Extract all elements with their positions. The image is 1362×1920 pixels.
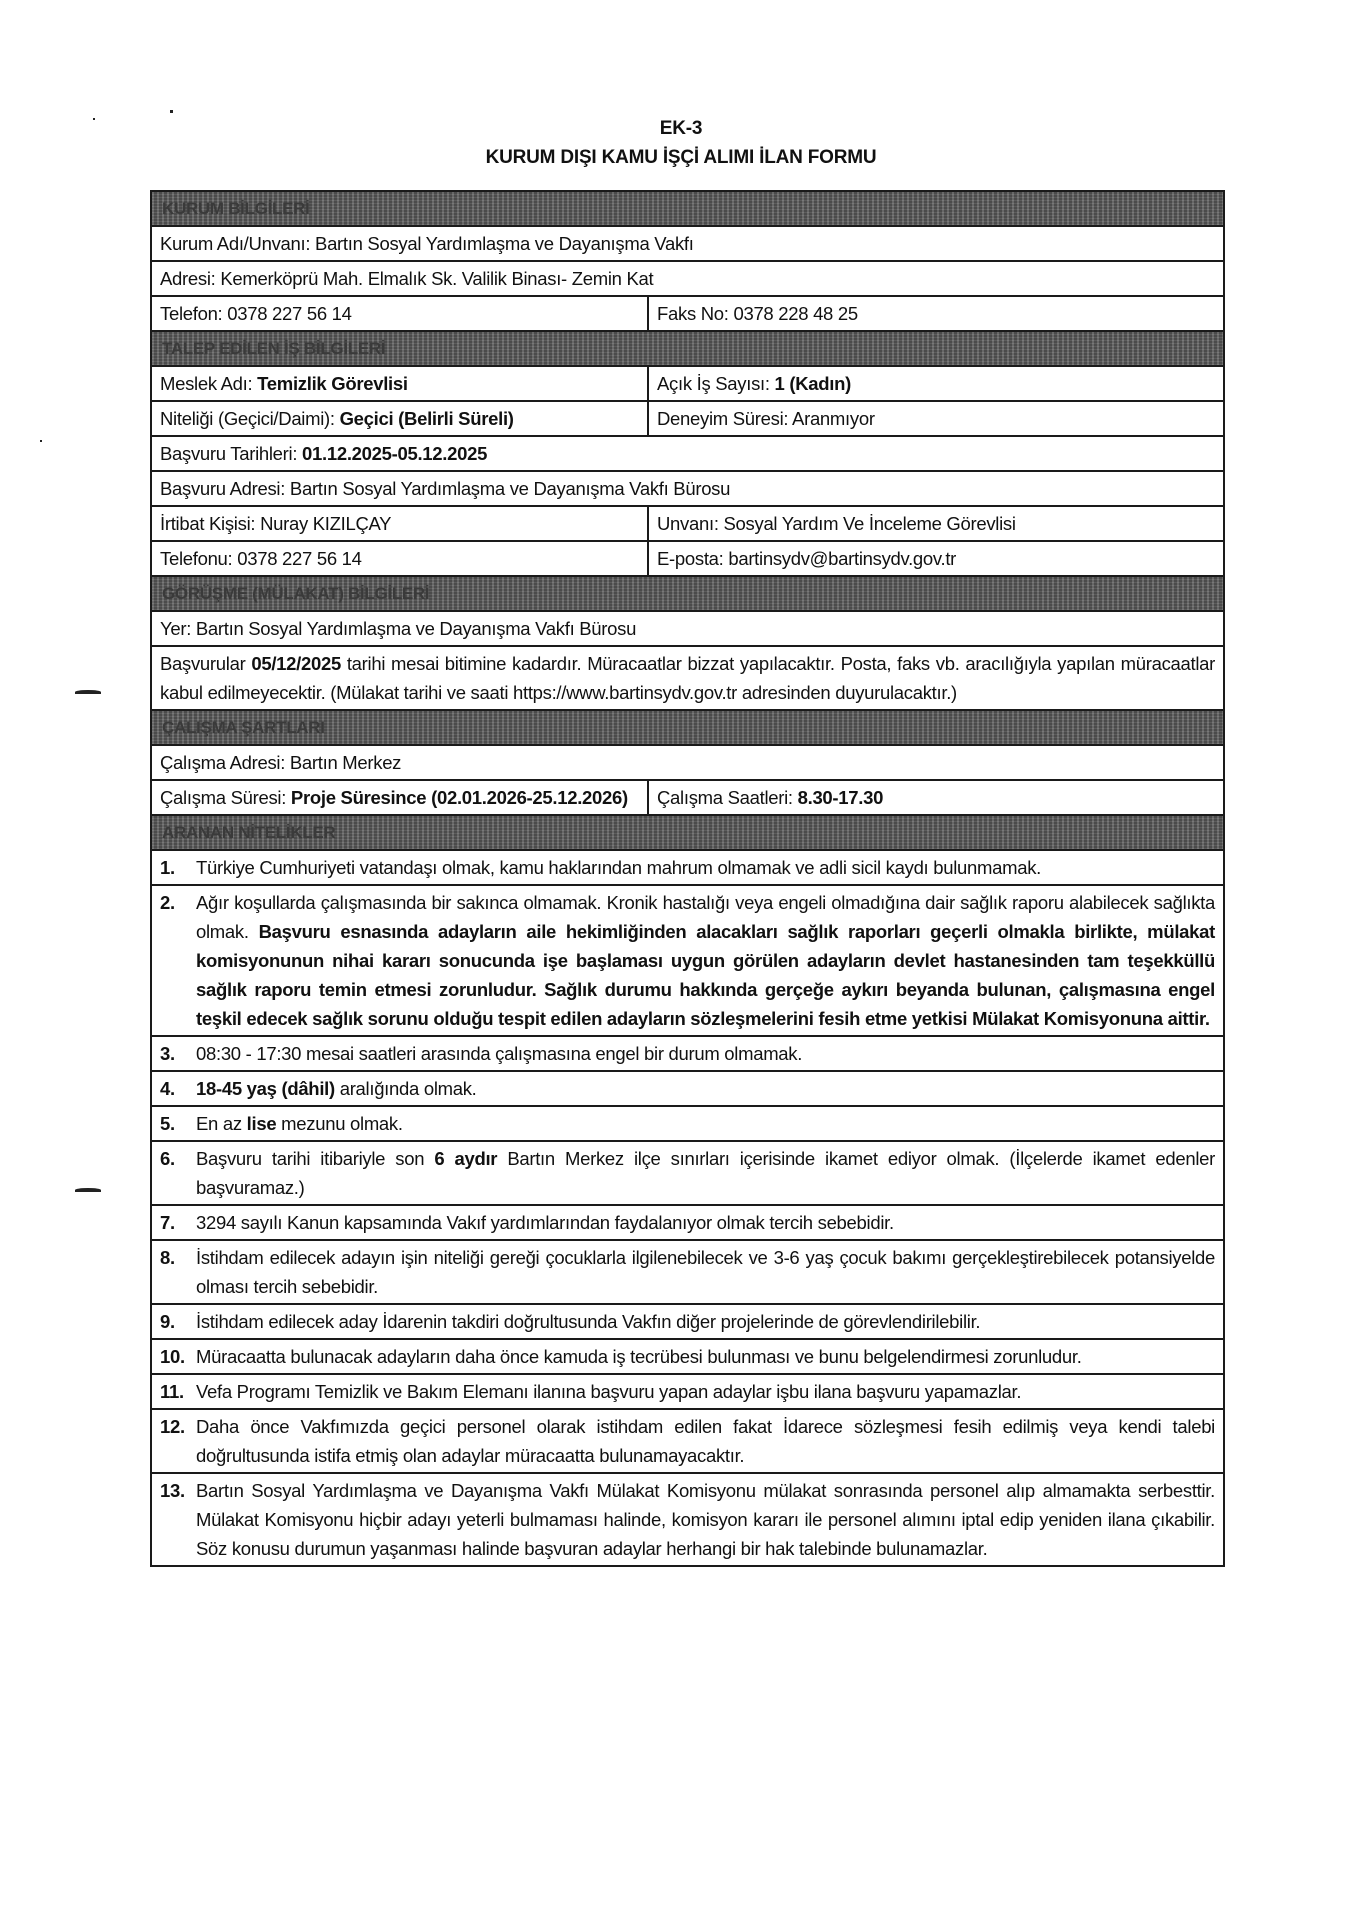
requirement-number: 12.	[160, 1416, 185, 1437]
job-title: Meslek Adı: Temizlik Görevlisi	[151, 366, 648, 401]
requirement-row	[151, 1036, 1224, 1071]
website-link[interactable]: https://www.bartinsydv.gov.tr	[512, 682, 737, 703]
requirement-item	[151, 1339, 1224, 1374]
requirement-row	[151, 1304, 1224, 1339]
section-header-job: TALEP EDİLEN İŞ BİLGİLERİ	[151, 331, 1224, 366]
requirement-number: 4.	[160, 1078, 175, 1099]
requirement-text: En az lise mezunu olmak.	[196, 1113, 403, 1134]
requirement-text: Müracaatta bulunacak adayların daha önce kamuda iş tecrübesi bulunması ve bunu belgelendirmesi zorunludur.	[196, 1346, 1082, 1367]
open-positions: Açık İş Sayısı: 1 (Kadın)	[648, 366, 1224, 401]
contact-title: Unvanı: Sosyal Yardım Ve İnceleme Görevlisi	[648, 506, 1224, 541]
requirement-text: Ağır koşullarda çalışmasında bir sakınca olmamak. Kronik hastalığı veya engeli olmadığına dair sağlık raporu alabilecek sağlıkta olmak. Başvuru esnasında adayların aile hekimliğinden alacakları sağlık raporları geçerli olmakla birlikte, mülakat komisyonunun nihai kararı sonucunda işe başlaması uygun görülen adayların devlet hastanesinden tam teşekküllü sağlık raporu temin etmesi zorunludur. Sağlık durumu hakkında gerçeğe aykırı beyanda bulunan, çalışmasına engel teşkil edecek sağlık sorunu olduğu tespit edilen adayların sözleşmelerini fesih etme yetkisi Mülakat Komisyonuna aittir.	[196, 892, 1215, 1029]
requirement-item	[151, 850, 1224, 885]
requirement-row	[151, 1141, 1224, 1205]
requirement-item	[151, 1205, 1224, 1240]
requirement-row	[151, 885, 1224, 1036]
requirement-item	[151, 885, 1224, 1036]
punch-hole-mark	[75, 1188, 101, 1192]
requirement-text: Bartın Sosyal Yardımlaşma ve Dayanışma Vakfı Mülakat Komisyonu mülakat sonrasında personel alıp almamakta serbesttir. Mülakat Komisyonu hiçbir adayı yeterli bulmaması halinde, komisyon kararı ile personel alımını iptal edip yeniden ilana çıkabilir. Söz konusu durumun yaşanması halinde başvuran adaylar herhangi bir hak talebinde bulunamazlar.	[196, 1480, 1215, 1559]
requirement-row	[151, 1071, 1224, 1106]
requirement-row	[151, 1240, 1224, 1304]
job-posting-form	[150, 190, 1225, 1567]
requirement-number: 11.	[160, 1381, 184, 1402]
requirement-number: 7.	[160, 1212, 175, 1233]
requirement-text: 3294 sayılı Kanun kapsamında Vakıf yardımlarından faydalanıyor olmak tercih sebebidir.	[196, 1212, 894, 1233]
job-nature: Niteliği (Geçici/Daimi): Geçici (Belirli Süreli)	[151, 401, 648, 436]
requirement-number: 3.	[160, 1043, 175, 1064]
requirement-text: 08:30 - 17:30 mesai saatleri arasında çalışmasına engel bir durum olmamak.	[196, 1043, 803, 1064]
requirement-number: 10.	[160, 1346, 185, 1367]
institution-name-row: Kurum Adı/Unvanı: Bartın Sosyal Yardımlaşma ve Dayanışma Vakfı	[151, 226, 1224, 261]
application-address: Başvuru Adresi: Bartın Sosyal Yardımlaşma ve Dayanışma Vakfı Bürosu	[151, 471, 1224, 506]
requirement-text: Daha önce Vakfımızda geçici personel olarak istihdam edilen fakat İdarece sözleşmesi fesih edilmiş veya kendi talebi doğrultusunda istifa etmiş olan adaylar müracaatta bulunamayacaktır.	[196, 1416, 1215, 1466]
scan-speck	[170, 110, 173, 113]
requirement-text: İstihdam edilecek adayın işin niteliği gereği çocuklarla ilgilenebilecek ve 3-6 yaş çocuk bakımı gerçekleştirebilecek potansiyelde olması tercih sebebidir.	[196, 1247, 1215, 1297]
institution-phone: Telefon: 0378 227 56 14	[151, 296, 648, 331]
contact-email: E-posta: bartinsydv@bartinsydv.gov.tr	[648, 541, 1224, 576]
form-title: KURUM DIŞI KAMU İŞÇİ ALIMI İLAN FORMU	[485, 147, 877, 168]
work-duration: Çalışma Süresi: Proje Süresince (02.01.2026-25.12.2026)	[151, 780, 648, 815]
requirement-row	[151, 1473, 1224, 1566]
requirement-item	[151, 1036, 1224, 1071]
requirement-item	[151, 1071, 1224, 1106]
section-header-kurum: KURUM BİLGİLERİ	[151, 191, 1224, 226]
contact-phone: Telefonu: 0378 227 56 14	[151, 541, 648, 576]
requirement-text: Türkiye Cumhuriyeti vatandaşı olmak, kamu haklarından mahrum olmamak ve adli sicil kaydı bulunmamak.	[196, 857, 1041, 878]
requirement-row	[151, 1106, 1224, 1141]
requirement-item	[151, 1374, 1224, 1409]
requirement-text: Başvuru tarihi itibariyle son 6 aydır Bartın Merkez ilçe sınırları içerisinde ikamet ediyor olmak. (İlçelerde ikamet edenler başvuramaz.)	[196, 1148, 1216, 1198]
requirement-number: 5.	[160, 1113, 175, 1134]
contact-person: İrtibat Kişisi: Nuray KIZILÇAY	[151, 506, 648, 541]
application-dates: Başvuru Tarihleri: 01.12.2025-05.12.2025	[151, 436, 1224, 471]
punch-hole-mark	[75, 690, 101, 694]
requirement-number: 9.	[160, 1311, 175, 1332]
institution-address-row: Adresi: Kemerköprü Mah. Elmalık Sk. Valilik Binası- Zemin Kat	[151, 261, 1224, 296]
requirement-item	[151, 1141, 1224, 1205]
requirement-item	[151, 1409, 1224, 1473]
requirement-row	[151, 1409, 1224, 1473]
section-header-requirements: ARANAN NİTELİKLER	[151, 815, 1224, 850]
requirement-item	[151, 1473, 1224, 1566]
requirement-number: 8.	[160, 1247, 175, 1268]
section-header-interview: GÖRÜŞME (MÜLAKAT) BİLGİLERİ	[151, 576, 1224, 611]
requirement-item	[151, 1106, 1224, 1141]
work-address: Çalışma Adresi: Bartın Merkez	[151, 745, 1224, 780]
requirement-row	[151, 1205, 1224, 1240]
interview-place: Yer: Bartın Sosyal Yardımlaşma ve Dayanışma Vakfı Bürosu	[151, 611, 1224, 646]
requirement-text: Vefa Programı Temizlik ve Bakım Elemanı ilanına başvuru yapan adaylar işbu ilana başvuru yapamazlar.	[196, 1381, 1022, 1402]
requirement-row	[151, 1339, 1224, 1374]
requirement-text: İstihdam edilecek aday İdarenin takdiri doğrultusunda Vakfın diğer projelerinde de görevlendirilebilir.	[196, 1311, 981, 1332]
requirement-text: 18-45 yaş (dâhil) aralığında olmak.	[196, 1078, 477, 1099]
experience: Deneyim Süresi: Aranmıyor	[648, 401, 1224, 436]
requirement-row	[151, 850, 1224, 885]
scan-speck	[40, 440, 42, 442]
section-header-work: ÇALIŞMA ŞARTLARI	[151, 710, 1224, 745]
requirement-number: 2.	[160, 892, 175, 913]
requirement-row	[151, 1374, 1224, 1409]
requirement-number: 1.	[160, 857, 175, 878]
requirement-number: 13.	[160, 1480, 185, 1501]
requirement-item	[151, 1304, 1224, 1339]
annex-label: EK-3	[659, 118, 703, 139]
requirement-item	[151, 1240, 1224, 1304]
work-hours: Çalışma Saatleri: 8.30-17.30	[648, 780, 1224, 815]
interview-info: Başvurular 05/12/2025 tarihi mesai bitimine kadardır. Müracaatlar bizzat yapılacaktır. Posta, faks vb. aracılığıyla yapılan müracaatlar kabul edilmeyecektir. (Mülakat tarihi ve saati https://www.bartinsydv.gov.tr adresinden duyurulacaktır.)	[151, 646, 1224, 710]
institution-fax: Faks No: 0378 228 48 25	[648, 296, 1224, 331]
requirement-number: 6.	[160, 1148, 175, 1169]
